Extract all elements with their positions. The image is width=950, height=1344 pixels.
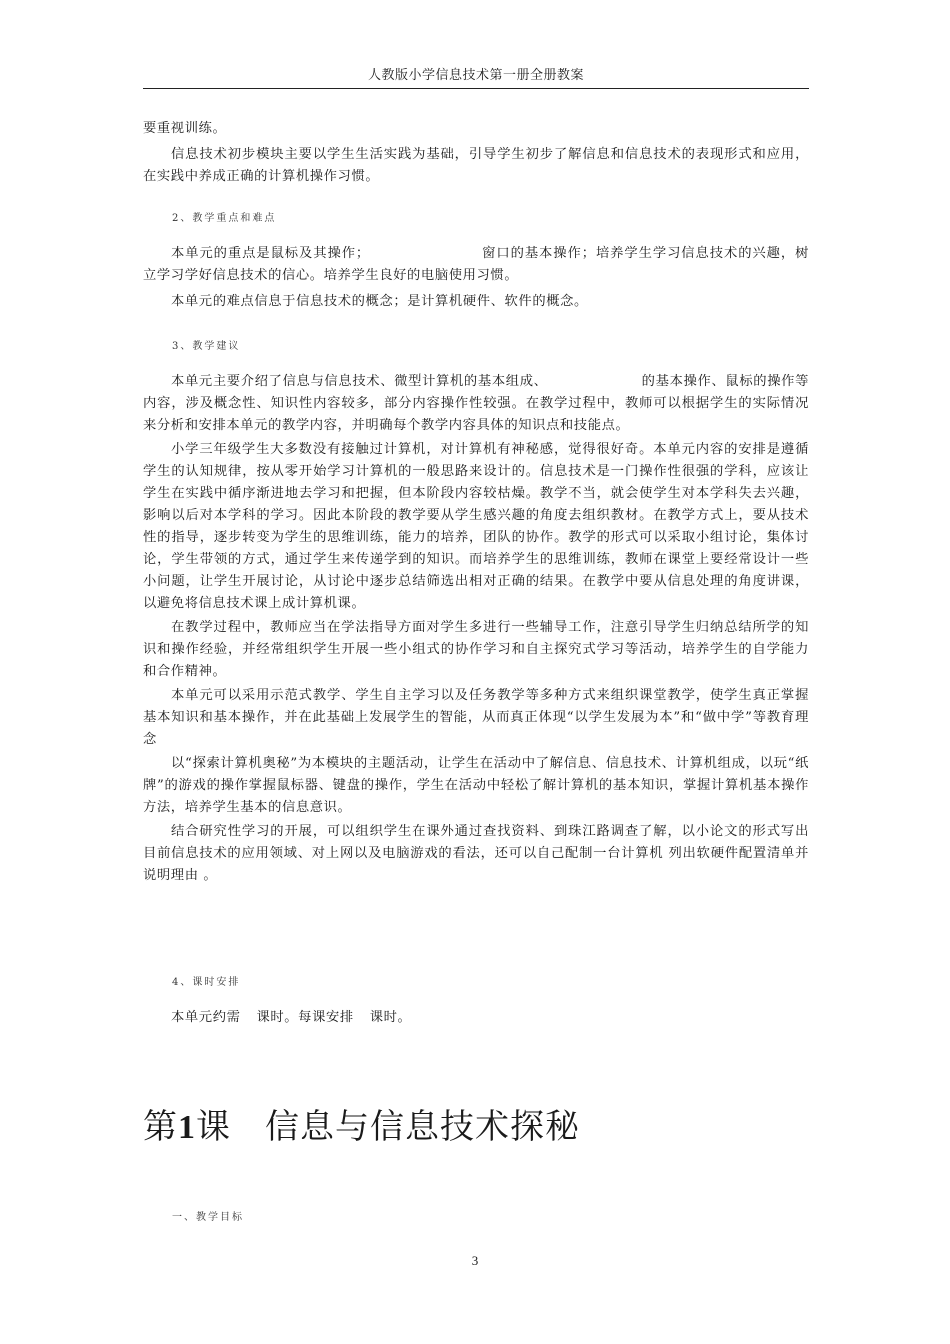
section-3-text bbox=[143, 371, 809, 887]
section-3-paragraph-1b: 的基本操作、鼠标的操作等内容，涉及概念性、知识性内容较多，部分内容操作性较强。在教学过程中，教师可以根据学生的实际情况来分析和安排本单元的教学内容，并明确每个教学内容具体的知识点和技能点。 bbox=[143, 374, 810, 433]
header-divider bbox=[143, 88, 809, 89]
section-4-heading: 4、课时安排 bbox=[172, 977, 241, 988]
section-3-paragraph-6: 结合研究性学习的开展，可以组织学生在课外通过查找资料、到珠江路调查了解，以小论文的形式写出目前信息技术的应用领域、对上网以及电脑游戏的看法，还可以自己配制一台计算机 列出软硬件配置清单并说明理由 。 bbox=[143, 824, 809, 883]
section-2-paragraph-2: 本单元的难点信息于信息技术的概念；是计算机硬件、软件的概念。 bbox=[171, 294, 588, 309]
section-3-paragraph-1 bbox=[143, 371, 809, 437]
running-header: 人教版小学信息技术第一册全册教案 bbox=[367, 68, 584, 83]
lesson-title bbox=[143, 1104, 580, 1151]
page-number: 3 bbox=[471, 1253, 479, 1268]
section-3-paragraph-2: 小学三年级学生大多数没有接触过计算机，对计算机有神秘感，觉得很好奇。本单元内容的安排是遵循学生的认知规律，按从零开始学习计算机的一般思路来设计的。信息技术是一门操作性很强的学科，应该让学生在实践中循序渐进地去学习和把握，但本阶段内容较枯燥。教学不当，就会使学生对本学科失去兴趣，影响以后对本学科的学习。因此本阶段的教学要从学生感兴趣的角度去组织教材。在教学方式上，要从技术性的指导，逐步转变为学生的思维训练，能力的培养，团队的协作。教学的形式可以采取小组讨论，集体讨论，学生带领的方式，通过学生来传递学到的知识。而培养学生的思维训练，教师在课堂上要经常设计一些小问题，让学生开展讨论，从讨论中逐步总结筛选出相对正确的结果。在教学中要从信息处理的角度讲课，以避免将信息技术课上成计算机课。 bbox=[143, 442, 809, 611]
section-3-paragraph-3: 在教学过程中，教师应当在学法指导方面对学生多进行一些辅导工作，注意引导学生归纳总结所学的知识和操作经验，并经常组织学生开展一些小组式的协作学习和自主探究式学习等活动，培养学生的自学能力和合作精神。 bbox=[143, 620, 809, 679]
section-4-paragraph-1b: 课时。每课安排 bbox=[256, 1010, 354, 1025]
lesson-subheading: 一、教学目标 bbox=[172, 1212, 244, 1223]
section-3-paragraph-4: 本单元可以采用示范式教学、学生自主学习以及任务教学等多种方式来组织课堂教学，使学生真正掌握基本知识和基本操作，并在此基础上发展学生的智能，从而真正体现“以学生发展为本”和“做中学”等教育理念 bbox=[143, 688, 809, 747]
intro-paragraph-2: 信息技术初步模块主要以学生生活实践为基础，引导学生初步了解信息和信息技术的表现形式和应用，在实践中养成正确的计算机操作习惯。 bbox=[143, 147, 809, 184]
section-2-paragraph-1a: 本单元的重点是鼠标及其操作； bbox=[171, 246, 370, 261]
section-2-heading: 2、教学重点和难点 bbox=[172, 213, 277, 224]
intro-paragraph-1: 要重视训练。 bbox=[143, 121, 227, 136]
section-4-paragraph-1a: 本单元约需 bbox=[171, 1010, 241, 1025]
section-2-text bbox=[143, 243, 809, 313]
section-4-paragraph-1c: 课时。 bbox=[369, 1010, 412, 1025]
lesson-suffix: 课 bbox=[196, 1107, 231, 1147]
intro-text bbox=[143, 118, 809, 188]
lesson-number: 1 bbox=[178, 1109, 196, 1146]
section-3-paragraph-5: 以“探索计算机奥秘”为本模块的主题活动，让学生在活动中了解信息、信息技术、计算机组成，以玩“纸牌”的游戏的操作掌握鼠标器、键盘的操作，学生在活动中轻松了解计算机的基本知识，掌握计算机基本操作方法，培养学生基本的信息意识。 bbox=[143, 756, 809, 815]
lesson-prefix: 第 bbox=[143, 1107, 178, 1147]
section-4-text bbox=[143, 1007, 809, 1029]
section-3-paragraph-1a: 本单元主要介绍了信息与信息技术、微型计算机的基本组成、 bbox=[171, 374, 548, 389]
lesson-name: 信息与信息技术探秘 bbox=[265, 1107, 580, 1147]
section-3-heading: 3、教学建议 bbox=[172, 341, 241, 352]
section-4-paragraph-1 bbox=[143, 1007, 809, 1029]
section-2-paragraph-1 bbox=[143, 243, 809, 287]
section-2-paragraph-1b: 窗口的基本操作；培养学生学习信息技术的兴趣，树立学习学好信息技术的信心。培养学生良好的电脑使用习惯。 bbox=[143, 246, 809, 283]
